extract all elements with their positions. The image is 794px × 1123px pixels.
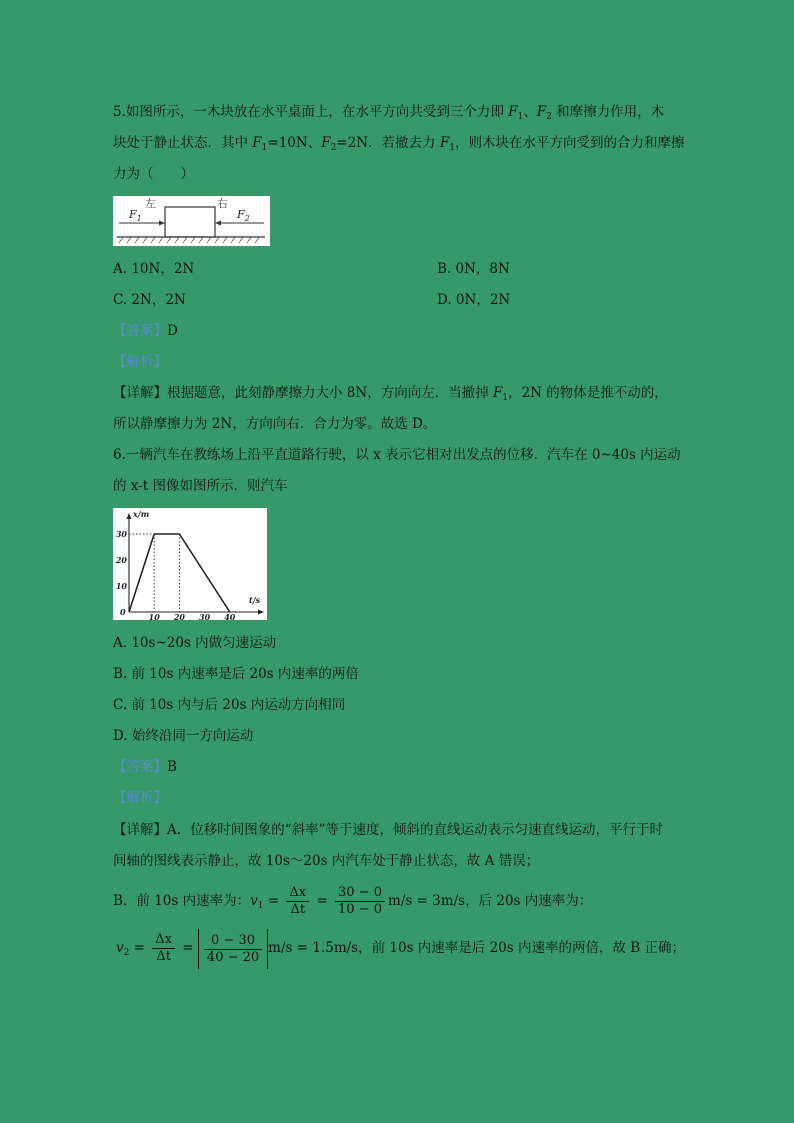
right-label: 右 [217, 197, 228, 210]
subscript: 2 [546, 112, 552, 122]
force-symbol: F [439, 135, 450, 151]
q5-detail-line1 [113, 383, 668, 403]
f1-arrow-head [159, 221, 165, 226]
f2-label: $F_2$ [237, 208, 250, 223]
value-fraction-1 [335, 885, 385, 918]
left-label: 左 [145, 197, 156, 210]
q6-detail-line2: 间轴的图线表示静止，故 10s～20s 内汽车处于静止状态，故 A 错误； [113, 853, 540, 869]
y-axis-label: x/m [133, 509, 150, 519]
numerator: 0 − 30 [204, 933, 262, 950]
q6-answer [113, 757, 177, 777]
separator: 、 [523, 104, 537, 120]
q6-detail-line1: 【详解】A．位移时间图象的“斜率”等于速度，倾斜的直线运动表示匀速直线运动，平行于时 [113, 822, 664, 838]
answer-value: D [167, 323, 178, 339]
denominator: Δt [290, 902, 306, 917]
subscript: 1 [261, 143, 268, 153]
q5-stem-text: 5.如图所示，一木块放在水平桌面上，在水平方向共受到三个力即 [113, 104, 509, 120]
subscript: 1 [502, 393, 509, 403]
equals-sign: = [178, 940, 198, 956]
q5-option-c: C. 2N，2N [113, 292, 186, 308]
x-tick-10: 10 [148, 612, 160, 620]
velocity-symbol: v [250, 893, 258, 909]
block-diagram [113, 196, 270, 246]
q5-detail-line2: 所以静摩擦力为 2N，方向向右．合力为零。故选 D。 [113, 416, 437, 432]
q5-analysis-tag [113, 352, 167, 372]
subscript: 2 [330, 143, 337, 153]
answer-tag: 【答案】 [113, 323, 167, 339]
equals-sign: = [312, 893, 333, 909]
q5-option-b: B. 0N，8N [437, 261, 510, 277]
tick-labels [115, 509, 261, 620]
q5-stem-line1 [113, 102, 664, 122]
q6-option-d: D. 始终沿同一方向运动 [113, 728, 254, 744]
xt-graph-svg [113, 508, 267, 620]
force-symbol: F [508, 104, 518, 120]
denominator: Δt [156, 949, 171, 964]
xt-graph [113, 508, 267, 620]
q6-stem-line1: 6.一辆汽车在教练场上沿平直道路行驶，以 x 表示它相对出发点的位移．汽车在 0~40s 内运动 [113, 447, 681, 463]
force-symbol: F [492, 385, 503, 401]
y-tick-20: 20 [115, 555, 127, 565]
wooden-block [165, 207, 215, 237]
b-intro: B．前 10s 内速率为： [113, 893, 251, 909]
x-axis-label: t/s [249, 595, 261, 605]
equals-sign: = [263, 893, 284, 909]
block-diagram-svg [113, 196, 270, 246]
denominator: 10 − 0 [338, 902, 383, 917]
dx-dt-fraction [152, 932, 175, 965]
y-tick-30: 30 [115, 529, 127, 539]
q5-stem-text: 块处于静止状态．其中 [113, 135, 253, 151]
guide-lines [129, 534, 179, 612]
analysis-tag: 【解析】 [113, 354, 167, 370]
denominator: 40 − 20 [206, 949, 260, 965]
q6-option-a: A. 10s~20s 内做匀速运动 [113, 635, 277, 651]
q5-option-d: D. 0N，2N [437, 292, 511, 308]
q5-stem-text: =2N．若撤去力 [336, 135, 440, 151]
q6-detail-b-line2 [116, 928, 685, 969]
numerator: 30 − 0 [335, 885, 385, 902]
numerator: Δx [286, 885, 309, 902]
velocity-value-1: m/s = 3m/s [388, 893, 466, 909]
ground-hatching [119, 237, 259, 243]
subscript: 2 [123, 948, 130, 958]
subscript: 1 [517, 112, 524, 122]
x-tick-40: 40 [224, 612, 236, 620]
origin-label: 0 [120, 607, 126, 617]
q5-answer [113, 321, 178, 341]
absolute-value [198, 929, 268, 969]
force-symbol: F [536, 104, 547, 120]
dx-dt-fraction [286, 885, 309, 918]
value-fraction-2 [204, 933, 262, 966]
x-tick-20: 20 [173, 612, 185, 620]
q5-detail-text: 【详解】根据题意，此刻静摩擦力大小 8N，方向向左．当撤掉 [113, 385, 493, 401]
numerator: Δx [152, 932, 175, 949]
q5-stem-text: ，则木块在水平方向受到的合力和摩擦 [454, 135, 685, 151]
f2-arrow-head [215, 221, 221, 226]
q5-stem-text: 和摩擦力作用，木 [551, 104, 665, 120]
y-tick-10: 10 [115, 581, 127, 591]
subscript: 1 [449, 143, 455, 153]
answer-value: B [167, 759, 177, 775]
analysis-tag: 【解析】 [113, 790, 167, 806]
x-axis-arrow [258, 610, 264, 615]
velocity-symbol: v [116, 940, 124, 956]
q5-option-a: A. 10N，2N [113, 261, 195, 277]
q6-option-c: C. 前 10s 内与后 20s 内运动方向相同 [113, 697, 346, 713]
q5-stem-text: =10N、 [267, 135, 322, 151]
answer-tag: 【答案】 [113, 759, 167, 775]
equals-sign: = [129, 940, 150, 956]
q6-detail-b-line1 [113, 884, 592, 918]
q5-detail-text: ，2N 的物体是推不动的， [508, 385, 668, 401]
b-end-text: ，前 10s 内速率是后 20s 内速率的两倍，故 B 正确； [358, 940, 685, 956]
velocity-value-2: m/s = 1.5m/s [268, 940, 359, 956]
force-symbol: F [321, 135, 331, 151]
q5-stem-line3: 力为（ ） [113, 166, 194, 182]
q6-analysis-tag [113, 788, 167, 808]
q6-stem-line2: 的 x-t 图像如图所示．则汽车 [113, 478, 288, 494]
q6-option-b: B. 前 10s 内速率是后 20s 内速率的两倍 [113, 666, 359, 682]
subscript: 1 [257, 901, 264, 911]
x-tick-30: 30 [199, 612, 211, 620]
force-symbol: F [252, 135, 262, 151]
f1-label: $F_1$ [129, 208, 142, 223]
y-axis-arrow [127, 513, 132, 519]
b-middle-text: ，后 20s 内速率为： [465, 893, 593, 909]
q5-stem-line2 [113, 133, 684, 153]
